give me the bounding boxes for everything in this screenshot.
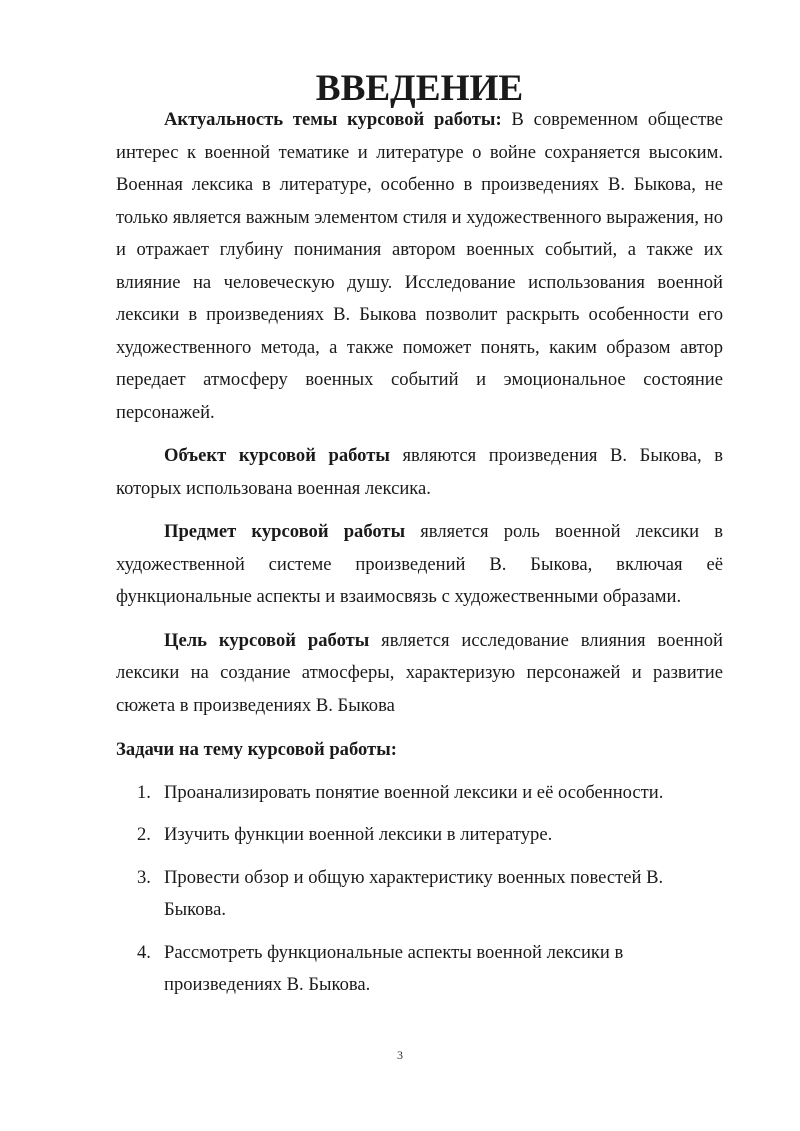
list-item-text: Провести обзор и общую характеристику военных повестей В. Быкова. [164,866,664,920]
paragraph-lead: Цель курсовой работы [164,629,370,651]
paragraph-object [116,440,723,505]
paragraph-subject [116,516,723,614]
list-item-text: Рассмотреть функциональные аспекты военной лексики в произведениях В. Быкова. [164,941,624,995]
page-number: 3 [397,1048,403,1062]
paragraph-lead: Объект курсовой работы [164,445,390,466]
list-item-number: 2. [137,824,151,845]
list-item [116,819,723,852]
paragraph-text: является исследование влияния военной лексики на создание атмосферы, характеризую персонажей и развитие сюжета в произведениях В. Быкова [116,629,723,716]
list-item-number: 4. [137,941,151,963]
tasks-heading: Задачи на тему курсовой работы: [116,739,397,760]
paragraph-text: является роль военной лексики в художественной системе произведений В. Быкова, включая её функциональные аспекты и взаимосвязь с художественными образами. [116,521,723,607]
list-item [116,937,723,1002]
list-item-text: Изучить функции военной лексики в литературе. [164,824,553,845]
list-item [116,777,723,810]
list-item [116,862,723,927]
paragraph-lead: Предмет курсовой работы [164,521,406,542]
paragraph-lead: Актуальность темы курсовой работы: [164,109,502,130]
paragraph-relevance [116,104,723,429]
list-item-number: 3. [137,866,151,888]
task-list [116,777,723,1002]
list-item-text: Проанализировать понятие военной лексики и её особенности. [164,781,664,803]
paragraph-text: В современном обществе интерес к военной тематике и литературе о войне сохраняется высоким. Военная лексика в литературе, особенно в произведениях В. Быкова, не только является важным элементом стиля и художественного выражения, но и отражает глубину понимания автором военных событий, а также их влияние на человеческую душу. Исследование использования военной лексики в произведениях В. Быкова позволит раскрыть особенности его художественного метода, а также поможет понять, каким образом автор передает атмосферу военных событий и эмоциональное состояние персонажей. [116,109,723,423]
page-title: ВВЕДЕНИЕ [315,68,524,109]
page-content [116,68,724,1002]
list-item-number: 1. [137,781,151,803]
paragraph-text: являются произведения В. Быкова, в которых использована военная лексика. [116,445,724,499]
paragraph-goal [116,625,723,723]
